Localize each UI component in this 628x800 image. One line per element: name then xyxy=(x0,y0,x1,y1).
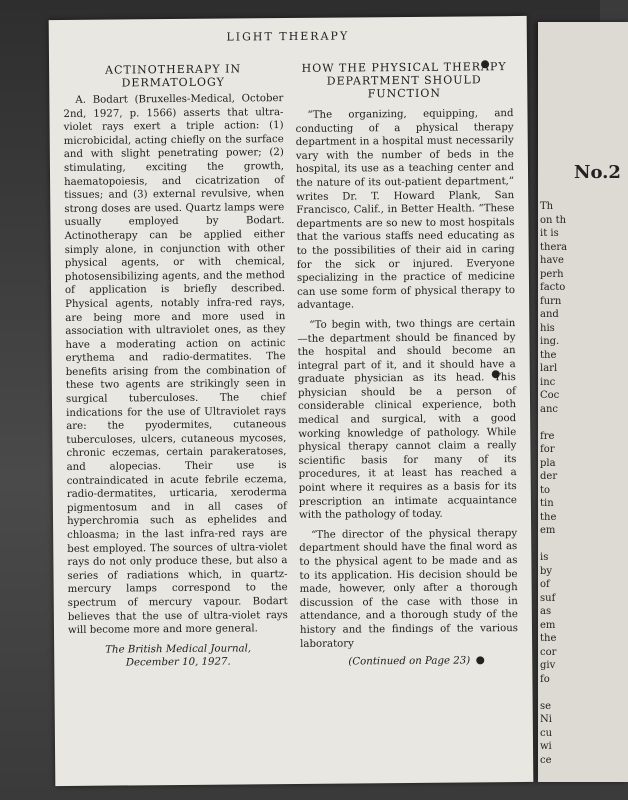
adjacent-page-fragment: it is xyxy=(540,228,559,239)
adjacent-page-fragment: anc xyxy=(540,403,559,415)
left-article-date: December 10, 1927. xyxy=(125,656,231,669)
adjacent-page-fragment: der xyxy=(540,471,558,482)
adjacent-page-fragment: tin xyxy=(540,498,554,509)
right-article-paragraph: “To begin with, two things are certain—the department should be financed by the hospital and should become an integral part of it, and it should have a graduate physician as its head. This physician should be a person of considerable clinical experience, both medical and surgical, with a good working knowledge of pathology. While physical therapy cannot claim a really scientific basis for many of its procedures, it at least has reached a point where it requires as a basis for its prescription an intimate acquaintance with the pathology of today. xyxy=(297,317,517,522)
adjacent-page-fragment: fre xyxy=(540,430,555,442)
adjacent-page-fragment: Coc xyxy=(540,390,560,401)
adjacent-page-fragment: larl xyxy=(540,363,558,374)
left-article-source: The British Medical Journal, xyxy=(105,643,252,656)
adjacent-page-fragment: have xyxy=(540,255,564,266)
adjacent-page-fragment: ing. xyxy=(540,336,560,347)
adjacent-page-fragment: by xyxy=(540,565,553,577)
adjacent-page-heading: No.2 xyxy=(574,162,621,183)
adjacent-page-fragment: furn xyxy=(540,295,562,307)
adjacent-page-fragment: thera xyxy=(540,241,568,253)
adjacent-page-fragment: Th xyxy=(540,201,554,212)
adjacent-page-fragment xyxy=(540,686,580,700)
adjacent-page-fragment: em xyxy=(540,525,556,536)
adjacent-page-fragment: the xyxy=(540,633,557,644)
adjacent-page-fragment: on th xyxy=(540,214,567,226)
adjacent-page-fragment: perh xyxy=(540,268,564,280)
adjacent-page xyxy=(538,22,628,782)
adjacent-page-fragment: ce xyxy=(540,754,552,766)
adjacent-page-fragment: cor xyxy=(540,646,557,658)
right-article-paragraph: “The organizing, equipping, and conducting of a physical therapy department in a hospital must necessarily vary with the number of beds in the hospital, its use as a teaching center and the nature of its out-patient department,” writes Dr. T. Howard Plank, San Francisco, Calif., in Better Health. “These departments are so new to most hospitals that the various staffs need educating as to the possibilities of their aid in caring for the sick or injured. Everyone specializing in the practice of medicine can use some form of physical therapy to advantage. xyxy=(295,108,516,312)
adjacent-page-fragment xyxy=(540,416,580,430)
left-article-title: ACTINOTHERAPY IN DERMATOLOGY xyxy=(105,62,242,90)
adjacent-page-fragment: giv xyxy=(540,660,556,671)
continued-note: (Continued on Page 23) xyxy=(348,655,471,668)
adjacent-page-fragment xyxy=(540,538,580,552)
adjacent-page-fragment: Ni xyxy=(540,714,552,725)
adjacent-page-text-fragments xyxy=(540,200,580,767)
adjacent-page-fragment: as xyxy=(540,606,552,617)
adjacent-page-fragment: for xyxy=(540,444,555,455)
adjacent-page-fragment: pla xyxy=(540,457,556,469)
adjacent-page-fragment: wi xyxy=(540,741,552,752)
magazine-page xyxy=(49,16,534,786)
adjacent-page-fragment: suf xyxy=(540,592,556,604)
right-article-title: HOW THE PHYSICAL THERAPY DEPARTMENT SHOULD FUNCTION xyxy=(301,60,507,101)
left-article-paragraph: A. Bodart (Bruxelles-Medical, October 2nd, 1927, p. 1566) asserts that ultra-violet rays exert a triple action: (1) microbicidal, acting chiefly on the surface and with slight penetrating power; (2) stimulating, exciting the growth, haematopoiesis, and cicatrization of tissues; and (3) external revulsive, when strong doses are used. Quartz lamps were usually employed by Bodart. Actinotherapy can be applied either simply alone, in conjunction with other physical agents, or with chemical, photosensibilizing agents, and the method of application is briefly described. Physical agents, notably infra-red rays, are being more and more used in association with ultraviolet ones, as they have a moderating action on actinic erythema and radio-dermatites. The benefits arising from the combination of these two agents are strikingly seen in surgical tuberculoses. The chief indications for the use of Ultraviolet rays are: the pyodermites, cutaneous tuberculoses, ulcers, cutaneous mycoses, chronic eczemas, certain parakeratoses, and alopecias. Their use is contraindicated in acute febrile eczema, radio-dermatites, urticaria, xeroderma pigmentosum and in all cases of hyperchromia such as ephelides and chloasma; in the last infra-red rays are best employed. The sources of ultra-violet rays do not only produce these, but also a series of radiations which, in quartz-mercury lamps correspond to the spectrum of mercury vapour. Bodart believes that the use of ultra-violet rays will become more and more general. xyxy=(63,93,288,637)
adjacent-page-fragment: to xyxy=(540,484,551,496)
adjacent-page-fragment: facto xyxy=(540,282,566,293)
adjacent-page-fragment: se xyxy=(540,700,552,712)
adjacent-page-fragment: his xyxy=(540,322,555,334)
adjacent-page-fragment: of xyxy=(540,579,550,590)
adjacent-page-fragment: and xyxy=(540,309,559,320)
adjacent-page-fragment: cu xyxy=(540,727,553,739)
adjacent-page-fragment: the xyxy=(540,511,557,523)
adjacent-page-fragment: the xyxy=(540,349,557,361)
adjacent-page-fragment: fo xyxy=(540,673,550,685)
running-head: LIGHT THERAPY xyxy=(226,29,350,44)
left-column xyxy=(63,62,288,670)
adjacent-page-fragment: em xyxy=(540,619,556,631)
right-article-paragraph: “The director of the physical therapy department should have the final word as to the physical agent to be made and as to its application. His decision should be made, however, only after a thorough discussion of the case with those in attendance, and a thorough study of the history and the findings of the various laboratory xyxy=(299,527,519,650)
right-column xyxy=(295,60,518,668)
adjacent-page-fragment: is xyxy=(540,552,549,563)
adjacent-page-fragment: inc xyxy=(540,376,556,388)
